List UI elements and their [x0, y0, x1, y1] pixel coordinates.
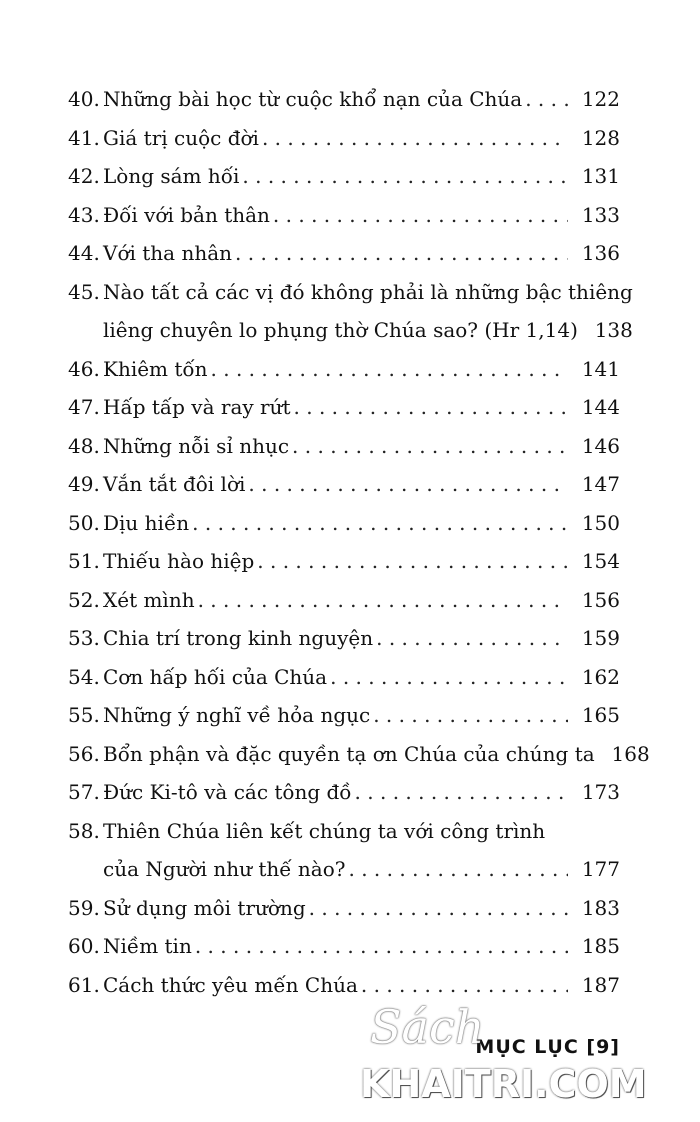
toc-line [68, 388, 620, 427]
toc-entry-title: Cơn hấp hối của Chúa [103, 664, 328, 689]
toc-entry [68, 735, 650, 774]
footer-section-label: MỤC LỤC [475, 1036, 579, 1058]
toc-entry-title: Vắn tắt đôi lời [103, 472, 246, 496]
toc-page-number: 162 [581, 664, 620, 689]
toc-entry-title: Những bài học từ cuộc khổ nạn của Chúa [103, 87, 523, 111]
toc-entry [68, 542, 620, 581]
toc-line [68, 350, 620, 389]
toc-entry-number: 42. [68, 164, 100, 188]
toc-entry [68, 504, 620, 543]
toc-entry-number: 45. [68, 279, 100, 304]
toc-line [68, 119, 620, 158]
toc-entry-title: Thiếu hào hiệp [103, 549, 255, 573]
toc-line [68, 157, 620, 196]
toc-entry-title: Nào tất cả các vị đó không phải là những bậc thiêng [103, 279, 633, 304]
toc-entry-number: 57. [68, 780, 100, 804]
toc-line [68, 273, 633, 312]
toc-entry-title: Đối với bản thân [103, 202, 270, 227]
toc-page-number: 147 [581, 472, 620, 496]
toc-line [68, 619, 620, 658]
table-of-contents [68, 80, 650, 1004]
toc-entry-title: Thiên Chúa liên kết chúng ta với công trình [103, 818, 546, 843]
toc-page-number: 128 [581, 125, 620, 150]
toc-entry [68, 273, 633, 350]
toc-page-number: 154 [581, 549, 620, 573]
leader-dots [262, 119, 568, 158]
toc-entry [68, 658, 620, 697]
toc-entry-number: 49. [68, 472, 100, 496]
toc-entry-title: Chia trí trong kinh nguyện [103, 626, 374, 650]
leader-dots [192, 504, 568, 543]
toc-page-number: 133 [581, 202, 620, 227]
toc-entry [68, 157, 620, 196]
leader-dots [248, 465, 568, 504]
toc-line [68, 465, 620, 504]
toc-entry [68, 619, 620, 658]
toc-entry [68, 773, 620, 812]
leader-dots [309, 889, 568, 928]
toc-entry [68, 927, 620, 966]
leader-dots [273, 196, 568, 235]
toc-entry-title: Bổn phận và đặc quyền tạ ơn Chúa của chúng ta [103, 741, 595, 766]
toc-page-number: 122 [581, 87, 620, 111]
toc-entry [68, 119, 620, 158]
toc-line [68, 80, 620, 119]
toc-line [68, 311, 633, 350]
toc-entry-number: 44. [68, 241, 100, 265]
toc-entry [68, 696, 620, 735]
toc-entry [68, 427, 620, 466]
toc-entry [68, 350, 620, 389]
toc-line [68, 812, 620, 851]
toc-entry-number: 55. [68, 703, 100, 727]
watermark-brand: KHAITRI.COM [360, 1062, 647, 1106]
leader-dots [330, 658, 568, 697]
toc-entry [68, 581, 620, 620]
running-footer [475, 1036, 620, 1058]
toc-entry [68, 388, 620, 427]
leader-dots [355, 773, 568, 812]
toc-entry-number: 40. [68, 87, 100, 111]
toc-entry [68, 196, 620, 235]
toc-line [68, 234, 620, 273]
leader-dots [242, 157, 568, 196]
toc-page-number: 156 [581, 587, 620, 612]
toc-entry-title: Lòng sám hối [103, 164, 240, 188]
toc-entry-title: Đức Ki-tô và các tông đồ [103, 780, 352, 804]
toc-entry-number: 41. [68, 125, 100, 150]
toc-line [68, 773, 620, 812]
toc-page-number: 173 [581, 780, 620, 804]
leader-dots [361, 966, 568, 1005]
leader-dots [195, 927, 568, 966]
toc-entry [68, 80, 620, 119]
toc-page-number: 159 [581, 626, 620, 650]
toc-entry-title: Niềm tin [103, 934, 192, 958]
toc-entry-number: 43. [68, 202, 100, 227]
toc-entry-number: 61. [68, 972, 100, 997]
toc-line [68, 889, 620, 928]
toc-entry-number: 58. [68, 818, 100, 843]
toc-page-number: 183 [581, 895, 620, 920]
leader-dots [211, 350, 568, 389]
toc-entry [68, 234, 620, 273]
toc-entry-title: Hấp tấp và ray rứt [103, 395, 291, 419]
toc-line [68, 696, 620, 735]
toc-entry-title: Dịu hiền [103, 510, 190, 535]
toc-page-number: 131 [581, 164, 620, 188]
toc-entry-number: 51. [68, 549, 100, 573]
toc-entry [68, 812, 620, 889]
toc-page-number: 144 [581, 395, 620, 419]
toc-page-number: 136 [581, 241, 620, 265]
leader-dots [294, 388, 568, 427]
toc-entry-number: 48. [68, 433, 100, 458]
toc-entry-title: Xét mình [103, 587, 195, 612]
toc-entry-title: của Người như thế nào? [103, 857, 346, 881]
toc-entry-title: Những nỗi sỉ nhục [103, 433, 290, 458]
toc-entry [68, 966, 620, 1005]
toc-entry-title: Giá trị cuộc đời [103, 125, 259, 150]
toc-page-number: 185 [581, 934, 620, 958]
toc-entry-title: Khiêm tốn [103, 356, 208, 381]
toc-entry-number: 60. [68, 934, 100, 958]
toc-line [68, 850, 620, 889]
toc-entry-number: 56. [68, 741, 100, 766]
toc-entry-title: liêng chuyên lo phụng thờ Chúa sao? (Hr 1,14) [103, 318, 578, 342]
toc-line [68, 581, 620, 620]
toc-entry-number: 54. [68, 664, 100, 689]
leader-dots [349, 850, 569, 889]
leader-dots [376, 619, 568, 658]
toc-page-number: 141 [581, 356, 620, 381]
toc-line [68, 196, 620, 235]
leader-dots [257, 542, 568, 581]
toc-page-number: 187 [581, 972, 620, 997]
toc-entry-number: 46. [68, 356, 100, 381]
leader-dots [292, 427, 568, 466]
toc-entry-title: Những ý nghĩ về hỏa ngục [103, 703, 371, 727]
toc-page-number: 168 [611, 741, 650, 766]
toc-entry-title: Sử dụng môi trường [103, 895, 306, 920]
leader-dots [525, 80, 568, 119]
toc-entry-number: 53. [68, 626, 100, 650]
toc-line [68, 658, 620, 697]
toc-entry-number: 59. [68, 895, 100, 920]
toc-entry-number: 52. [68, 587, 100, 612]
toc-page-number: 150 [581, 510, 620, 535]
toc-entry [68, 465, 620, 504]
leader-dots [373, 696, 568, 735]
toc-line [68, 927, 620, 966]
leader-dots [235, 234, 568, 273]
toc-entry [68, 889, 620, 928]
toc-entry-number: 47. [68, 395, 100, 419]
toc-page-number: 165 [581, 703, 620, 727]
leader-dots [198, 581, 568, 620]
toc-line [68, 735, 650, 774]
footer-page-number: [9] [586, 1036, 620, 1058]
toc-page-number: 146 [581, 433, 620, 458]
toc-line [68, 427, 620, 466]
toc-page-number: 177 [581, 857, 620, 881]
toc-line [68, 542, 620, 581]
watermark-script: Sách [370, 1000, 485, 1054]
toc-entry-title: Với tha nhân [103, 241, 233, 265]
toc-line [68, 504, 620, 543]
toc-entry-title: Cách thức yêu mến Chúa [103, 972, 358, 997]
toc-line [68, 966, 620, 1005]
toc-page-number: 138 [594, 318, 633, 342]
toc-entry-number: 50. [68, 510, 100, 535]
